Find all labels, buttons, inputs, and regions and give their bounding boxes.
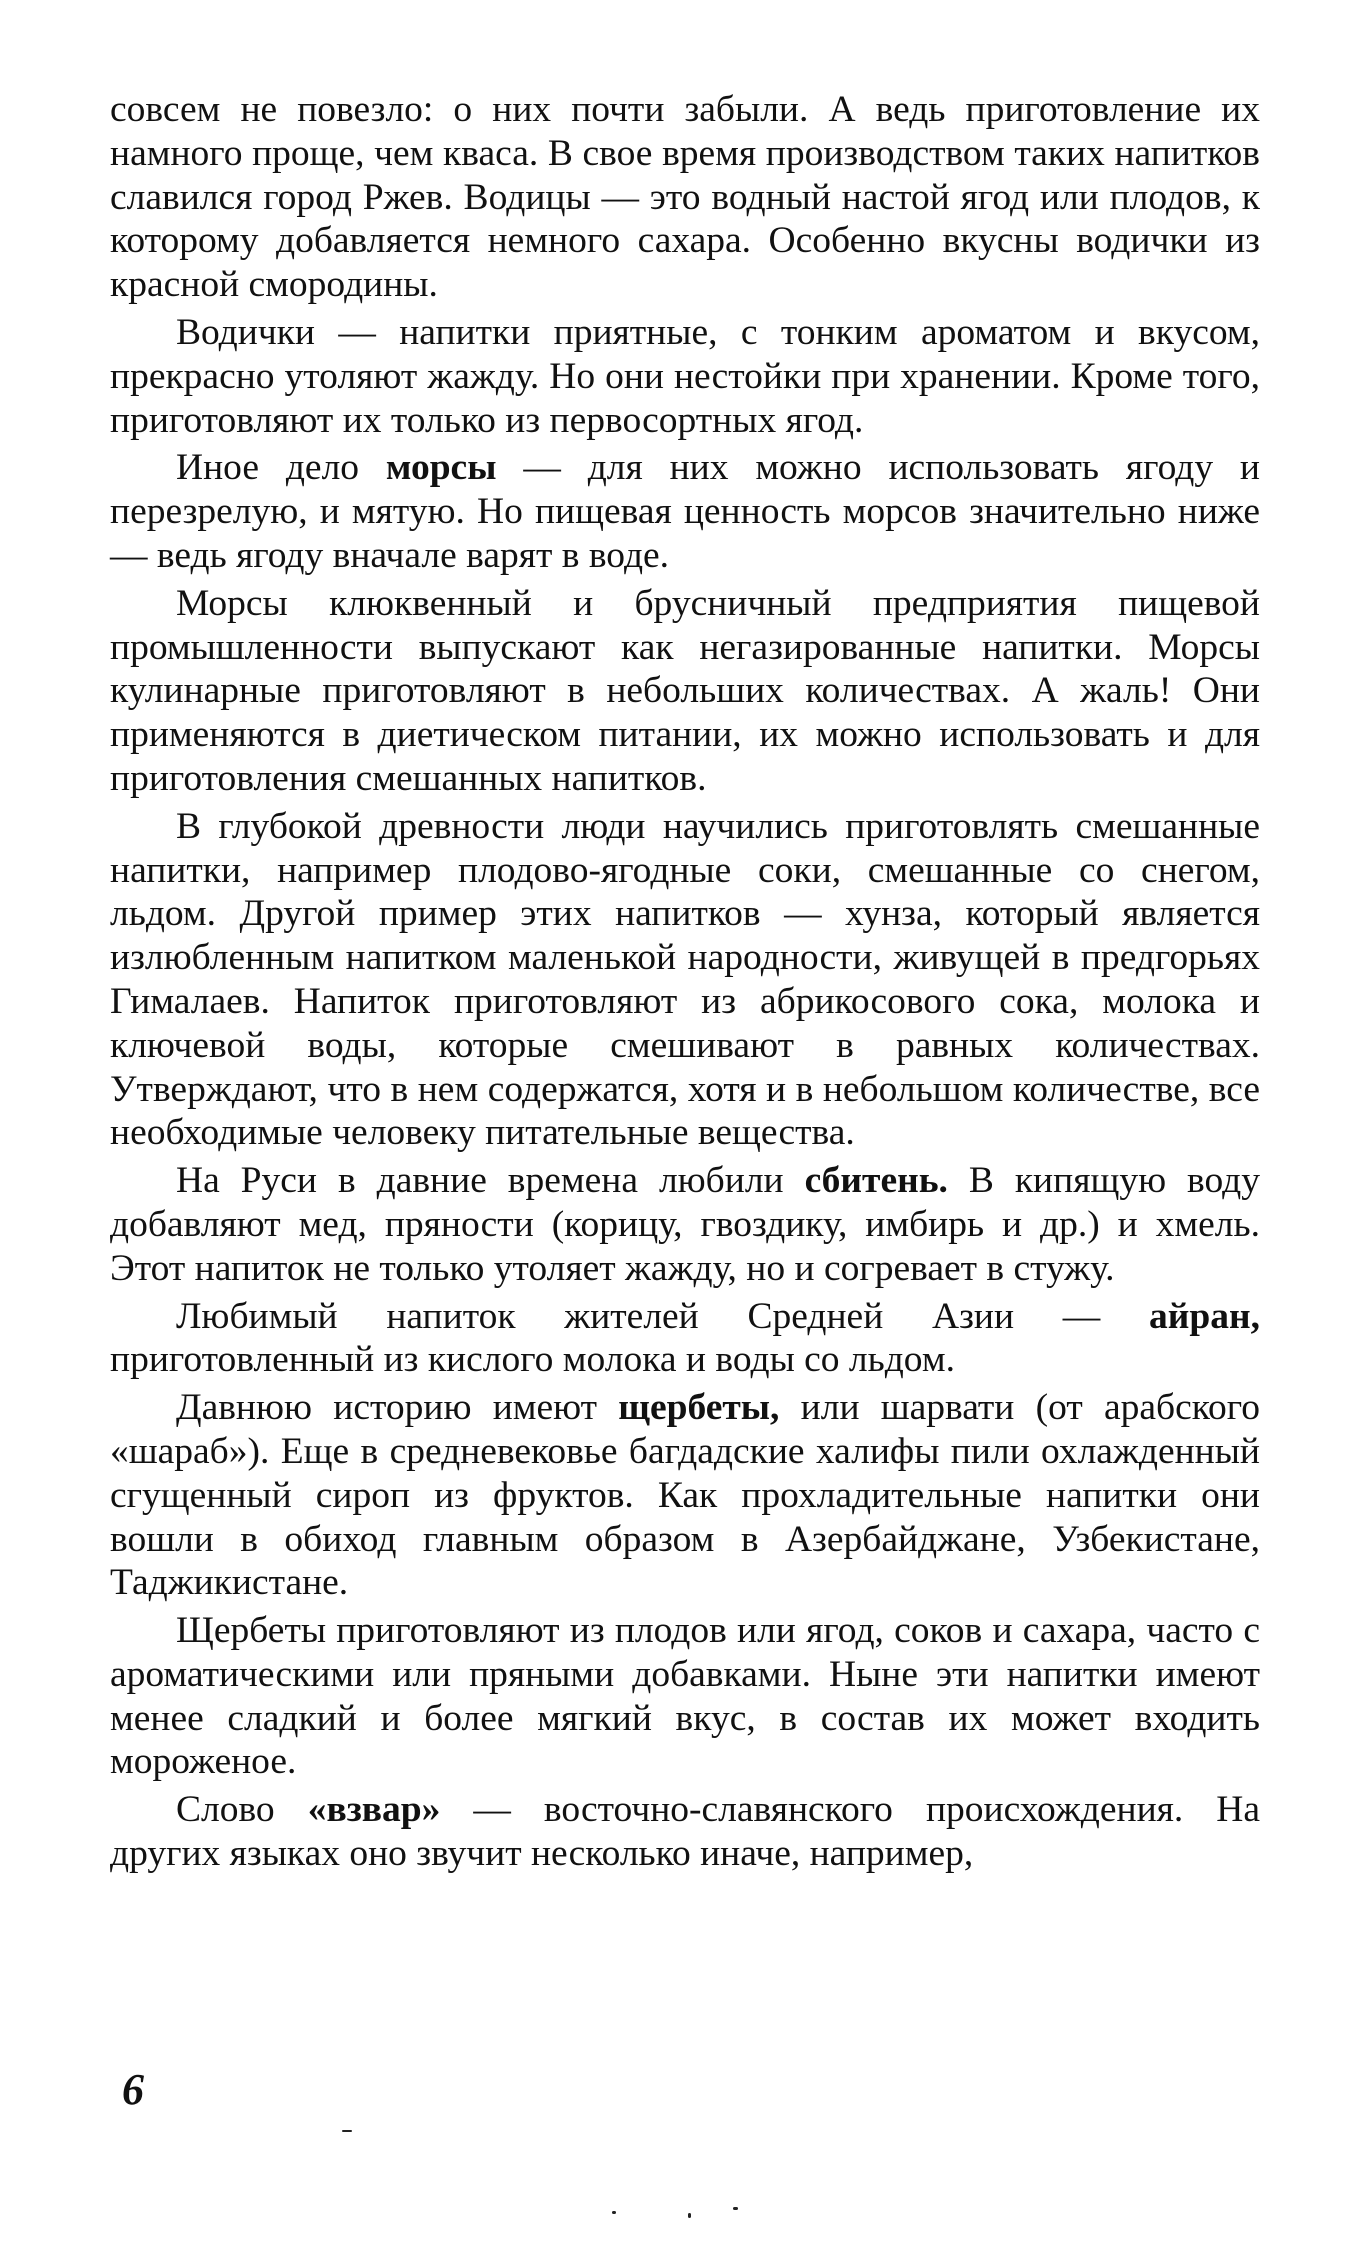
bold-term: айран, xyxy=(1149,1295,1260,1337)
scan-speck xyxy=(612,2211,616,2214)
paragraph-1 xyxy=(110,88,1260,307)
text-run: — для них можно использовать ягоду и перезрелую, и мятую. Но пищевая ценность морсов значительно ниже — ведь ягоду вначале варят в воде. xyxy=(110,447,1260,576)
scan-speck xyxy=(342,2130,352,2132)
bold-term: щербеты, xyxy=(618,1387,780,1429)
paragraph-3 xyxy=(110,446,1260,577)
paragraph-2 xyxy=(110,311,1260,442)
paragraph-6 xyxy=(110,1159,1260,1290)
text-run: Давнюю историю имеют xyxy=(176,1387,619,1429)
paragraph-9 xyxy=(110,1609,1260,1784)
text-run: Слово xyxy=(176,1789,308,1831)
paragraph-4 xyxy=(110,582,1260,801)
text-run: или шарвати (от арабского «шараб»). Еще в средневековье багдадские халифы пили охлажденный сгущенный сироп из фруктов. Как прохладительные напитки они вошли в обиход главным образом в Азербайджане, Узбекистане, Таджикистане. xyxy=(110,1387,1260,1604)
text-run: В кипящую воду добавляют мед, пряности (корицу, гвоздику, имбирь и др.) и хмель. Этот напиток не только утоляет жажду, но и согревает в стужу. xyxy=(110,1160,1260,1289)
page-number: 6 xyxy=(122,2065,144,2114)
bold-term: «взвар» xyxy=(307,1789,441,1831)
bold-term: морсы xyxy=(385,447,497,489)
text-run: — восточно-славянского происхождения. На других языках оно звучит несколько иначе, например, xyxy=(110,1789,1260,1875)
body-text xyxy=(110,88,1260,1876)
bold-term: сбитень. xyxy=(804,1160,948,1202)
scan-speck xyxy=(688,2213,691,2218)
text-run: Морсы клюквенный и брусничный предприятия пищевой промышленности выпускают как негазированные напитки. Морсы кулинарные приготовляют в небольших количествах. А жаль! Они применяются в диетическом питании, их можно использовать и для приготовления смешанных напитков. xyxy=(110,582,1260,799)
text-run: Любимый напиток жителей Средней Азии — xyxy=(176,1295,1150,1337)
text-run: На Руси в давние времена любили xyxy=(176,1160,805,1202)
text-run: совсем не повезло: о них почти забыли. А ведь приготовление их намного проще, чем кваса. В свое время производством таких напитков славился город Ржев. Водицы — это водный настой ягод или плодов, к которому добавляется немного сахара. Особенно вкусны водички из красной смородины. xyxy=(110,89,1260,306)
scan-speck xyxy=(733,2207,738,2210)
text-run: приготовленный из кислого молока и воды со льдом. xyxy=(110,1339,955,1381)
text-run: В глубокой древности люди научились приготовлять смешанные напитки, например плодово-ягодные соки, смешанные со снегом, льдом. Другой пример этих напитков — хунза, который является излюбленным напитком маленькой народности, живущей в предгорьях Гималаев. Напиток приготовляют из абрикосового сока, молока и ключевой воды, которые смешивают в равных количествах. Утверждают, что в нем содержатся, хотя и в небольшом количестве, все необходимые человеку питательные вещества. xyxy=(110,805,1260,1154)
paragraph-10 xyxy=(110,1788,1260,1876)
text-run: Водички — напитки приятные, с тонким ароматом и вкусом, прекрасно утоляют жажду. Но они нестойки при хранении. Кроме того, приготовляют их только из первосортных ягод. xyxy=(110,311,1260,441)
paragraph-8 xyxy=(110,1386,1260,1605)
paragraph-7 xyxy=(110,1295,1260,1383)
paragraph-5 xyxy=(110,805,1260,1155)
text-run: Иное дело xyxy=(176,447,386,489)
text-run: Щербеты приготовляют из плодов или ягод, соков и сахара, часто с ароматическими или пряными добавками. Ныне эти напитки имеют менее сладкий и более мягкий вкус, в состав их может входить мороженое. xyxy=(110,1610,1260,1783)
